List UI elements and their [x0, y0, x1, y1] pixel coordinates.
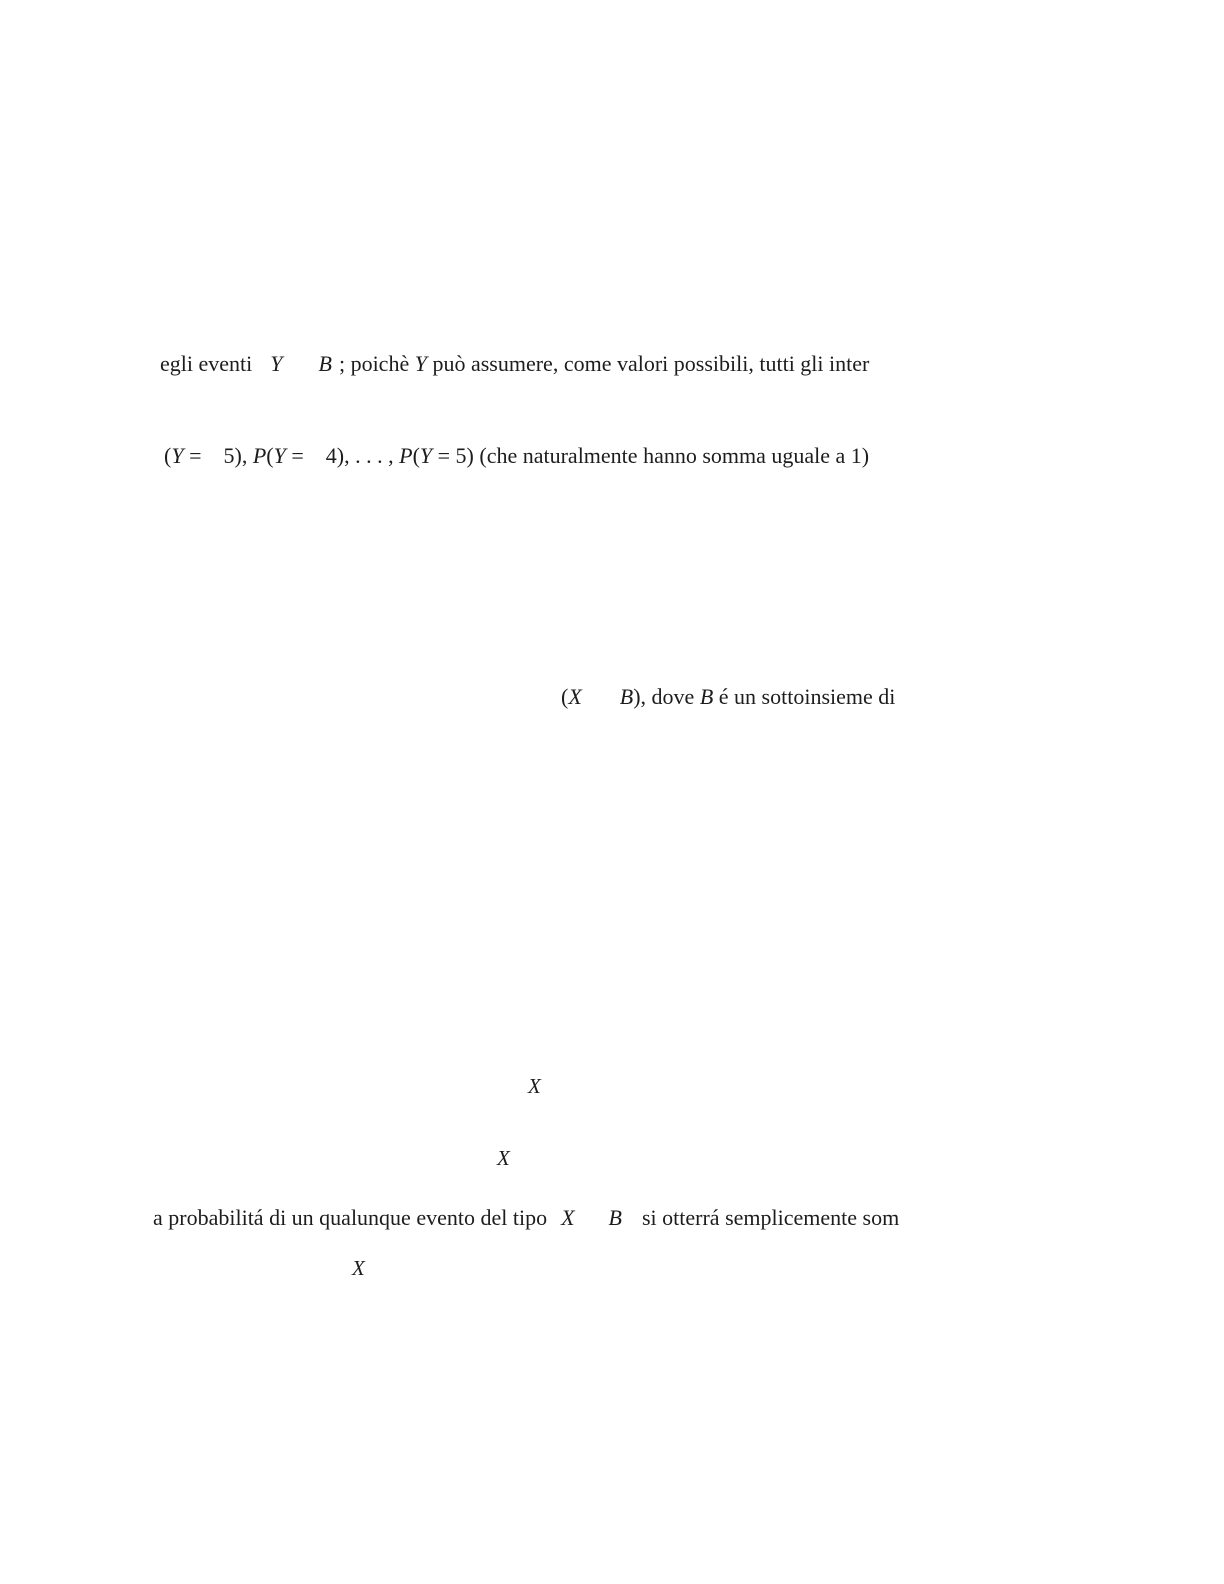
- math-symbol-x-isolated-3: X: [352, 1256, 365, 1280]
- text-fragment: =: [183, 443, 202, 468]
- missing-glyph-gap: [622, 1224, 642, 1225]
- math-symbol-x-isolated-1: X: [528, 1074, 541, 1098]
- text-fragment: si otterrá semplicemente som: [641, 1205, 900, 1230]
- text-line-sottoinsieme: [561, 683, 895, 711]
- math-symbol-b: B: [608, 1205, 622, 1230]
- missing-glyph-gap: [252, 370, 270, 371]
- missing-glyph-gap: [582, 703, 620, 704]
- text-fragment: 5),: [223, 443, 253, 468]
- math-symbol-y: Y: [270, 351, 283, 376]
- text-fragment: =: [285, 443, 304, 468]
- text-fragment: 4), . . . ,: [325, 443, 400, 468]
- text-fragment: (: [164, 443, 172, 468]
- missing-glyph-gap: [547, 1224, 561, 1225]
- math-symbol-x: X: [568, 684, 582, 709]
- math-symbol-y: Y: [171, 443, 184, 468]
- math-symbol-x-isolated-2: X: [497, 1146, 510, 1170]
- text-fragment: (: [266, 443, 274, 468]
- text-fragment: (: [561, 684, 569, 709]
- missing-glyph-gap: [332, 370, 339, 371]
- math-symbol-p: P: [399, 443, 413, 468]
- math-symbol-y: Y: [273, 443, 286, 468]
- missing-glyph-gap: [283, 370, 319, 371]
- text-fragment: (: [412, 443, 420, 468]
- text-fragment: ; poichè: [338, 351, 415, 376]
- math-symbol-p: P: [252, 443, 267, 468]
- text-line-somma: [164, 442, 869, 470]
- math-symbol-b: B: [318, 351, 332, 376]
- missing-glyph-gap: [304, 462, 326, 463]
- math-symbol-b: B: [619, 684, 634, 709]
- missing-glyph-gap: [202, 462, 224, 463]
- text-line-tipo: [153, 1204, 899, 1232]
- text-fragment: può assumere, come valori possibili, tutti gli inter: [426, 351, 870, 376]
- math-symbol-y: Y: [414, 351, 427, 376]
- missing-glyph-gap: [575, 1224, 609, 1225]
- math-symbol-y: Y: [419, 443, 433, 468]
- text-line-eventi: [160, 350, 869, 378]
- text-fragment: a probabilitá di un qualunque evento del tipo: [153, 1205, 548, 1230]
- text-fragment: = 5) (che naturalmente hanno somma uguale a 1): [432, 443, 870, 468]
- text-fragment: ), dove: [633, 684, 700, 709]
- text-fragment: é un sottoinsieme di: [713, 684, 896, 709]
- text-fragment: egli eventi: [160, 351, 253, 376]
- math-symbol-b: B: [699, 684, 714, 709]
- math-symbol-x: X: [561, 1205, 575, 1230]
